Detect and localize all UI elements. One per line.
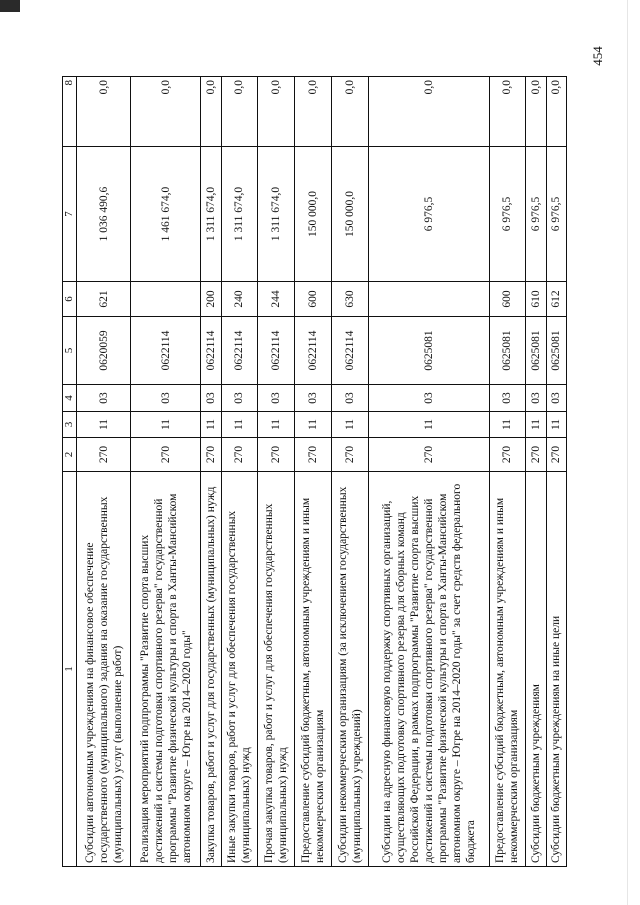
page-number: 454 [589,46,605,66]
header-col-2: 2 [63,438,77,472]
row-subsection-cell: 03 [295,385,332,412]
row-expense-type-cell: 621 [77,282,131,317]
row-expense-type-cell [369,282,489,317]
row-target-article-cell: 0622114 [258,317,295,385]
table-row [526,77,546,867]
row-expense-type-cell: 630 [332,282,369,317]
row-section-cell: 11 [332,412,369,438]
header-col-4: 4 [63,385,77,412]
row-subsection-cell: 03 [526,385,546,412]
row-name-cell: Предоставление субсидий бюджетным, автономным учреждениям и иным некоммерческим организациям [295,472,332,867]
row-section-cell: 11 [526,412,546,438]
row-amount-cell: 1 311 674,0 [201,147,221,282]
row-amount-extra-cell: 0,0 [201,77,221,147]
row-subsection-cell: 03 [332,385,369,412]
table-row [258,77,295,867]
table-row [489,77,526,867]
row-code-cell: 270 [201,438,221,472]
row-section-cell: 11 [221,412,258,438]
scan-edge-mark [0,0,20,12]
table-row [369,77,489,867]
row-expense-type-cell: 610 [526,282,546,317]
row-amount-cell: 6 976,5 [546,147,566,282]
row-code-cell: 270 [258,438,295,472]
row-subsection-cell: 03 [201,385,221,412]
sheet-edge-line [627,0,628,905]
header-col-5: 5 [63,317,77,385]
rotated-table-wrapper [62,77,567,867]
table-row [201,77,221,867]
row-name-cell: Субсидии на адресную финансовую поддержку спортивных организаций, осуществляющих подготовку спортивного резерва для сборных команд Российской Федерации, в рамках подпрограммы "Развитие спорта высших достижений и системы подготовки спортивного резерва" государственной программы "Развитие физической культуры и спорта в Ханты-Мансийском автономном округе – Югре на 2014–2020 годы" за счет средств федерального бюджета [369,472,489,867]
table-row [221,77,258,867]
row-section-cell: 11 [258,412,295,438]
row-name-cell: Субсидии автономным учреждениям на финансовое обеспечение государственного (муниципального) задания на оказание государственных (муниципальных) услуг (выполнение работ) [77,472,131,867]
row-subsection-cell: 03 [489,385,526,412]
row-section-cell: 11 [131,412,201,438]
row-target-article-cell: 0625081 [546,317,566,385]
row-amount-cell: 6 976,5 [526,147,546,282]
row-amount-cell: 1 311 674,0 [221,147,258,282]
row-amount-cell: 6 976,5 [369,147,489,282]
row-amount-cell: 150 000,0 [295,147,332,282]
row-amount-extra-cell: 0,0 [332,77,369,147]
row-code-cell: 270 [546,438,566,472]
row-target-article-cell: 0620059 [77,317,131,385]
row-name-cell: Закупка товаров, работ и услуг для государственных (муниципальных) нужд [201,472,221,867]
table-row [131,77,201,867]
row-name-cell: Субсидии некоммерческим организациям (за исключением государственных (муниципальных) учреждений) [332,472,369,867]
row-expense-type-cell: 240 [221,282,258,317]
row-name-cell: Субсидии бюджетным учреждениям на иные цели [546,472,566,867]
row-subsection-cell: 03 [258,385,295,412]
row-code-cell: 270 [77,438,131,472]
row-subsection-cell: 03 [369,385,489,412]
row-expense-type-cell: 200 [201,282,221,317]
row-target-article-cell: 0622114 [295,317,332,385]
row-code-cell: 270 [221,438,258,472]
row-code-cell: 270 [489,438,526,472]
row-target-article-cell: 0622114 [131,317,201,385]
row-expense-type-cell: 244 [258,282,295,317]
row-amount-cell: 6 976,5 [489,147,526,282]
row-amount-extra-cell: 0,0 [369,77,489,147]
row-target-article-cell: 0625081 [369,317,489,385]
row-code-cell: 270 [131,438,201,472]
row-section-cell: 11 [369,412,489,438]
row-code-cell: 270 [332,438,369,472]
header-col-8: 8 [63,77,77,147]
row-amount-cell: 150 000,0 [332,147,369,282]
row-subsection-cell: 03 [131,385,201,412]
row-name-cell: Предоставление субсидий бюджетным, автономным учреждениям и иным некоммерческим организациям [489,472,526,867]
row-amount-extra-cell: 0,0 [295,77,332,147]
table-row [295,77,332,867]
row-code-cell: 270 [526,438,546,472]
row-amount-extra-cell: 0,0 [546,77,566,147]
row-target-article-cell: 0625081 [526,317,546,385]
row-code-cell: 270 [295,438,332,472]
table-row [546,77,566,867]
row-amount-cell: 1 461 674,0 [131,147,201,282]
table-row [77,77,131,867]
row-target-article-cell: 0622114 [201,317,221,385]
row-name-cell: Субсидии бюджетным учреждениям [526,472,546,867]
header-col-6: 6 [63,282,77,317]
row-expense-type-cell: 612 [546,282,566,317]
budget-table [62,76,567,867]
header-col-3: 3 [63,412,77,438]
header-col-1: 1 [63,472,77,867]
row-amount-extra-cell: 0,0 [131,77,201,147]
row-amount-extra-cell: 0,0 [526,77,546,147]
row-amount-cell: 1 036 490,6 [77,147,131,282]
row-expense-type-cell: 600 [489,282,526,317]
header-col-7: 7 [63,147,77,282]
row-section-cell: 11 [201,412,221,438]
row-amount-extra-cell: 0,0 [258,77,295,147]
row-code-cell: 270 [369,438,489,472]
row-amount-extra-cell: 0,0 [221,77,258,147]
row-name-cell: Реализация мероприятий подпрограммы "Развитие спорта высших достижений и системы подготовки спортивного резерва" государственной программы "Развитие физической культуры и спорта в Ханты-Мансийском автономном округе – Югре на 2014–2020 годы" [131,472,201,867]
row-target-article-cell: 0625081 [489,317,526,385]
row-target-article-cell: 0622114 [332,317,369,385]
row-subsection-cell: 03 [546,385,566,412]
row-target-article-cell: 0622114 [221,317,258,385]
row-section-cell: 11 [295,412,332,438]
row-name-cell: Прочая закупка товаров, работ и услуг для обеспечения государственных (муниципальных) нужд [258,472,295,867]
row-expense-type-cell: 600 [295,282,332,317]
table-header-row [63,77,77,867]
row-name-cell: Иные закупки товаров, работ и услуг для обеспечения государственных (муниципальных) нужд [221,472,258,867]
row-section-cell: 11 [77,412,131,438]
row-section-cell: 11 [489,412,526,438]
row-amount-extra-cell: 0,0 [489,77,526,147]
row-section-cell: 11 [546,412,566,438]
row-expense-type-cell [131,282,201,317]
table-row [332,77,369,867]
row-amount-cell: 1 311 674,0 [258,147,295,282]
row-subsection-cell: 03 [77,385,131,412]
row-subsection-cell: 03 [221,385,258,412]
row-amount-extra-cell: 0,0 [77,77,131,147]
